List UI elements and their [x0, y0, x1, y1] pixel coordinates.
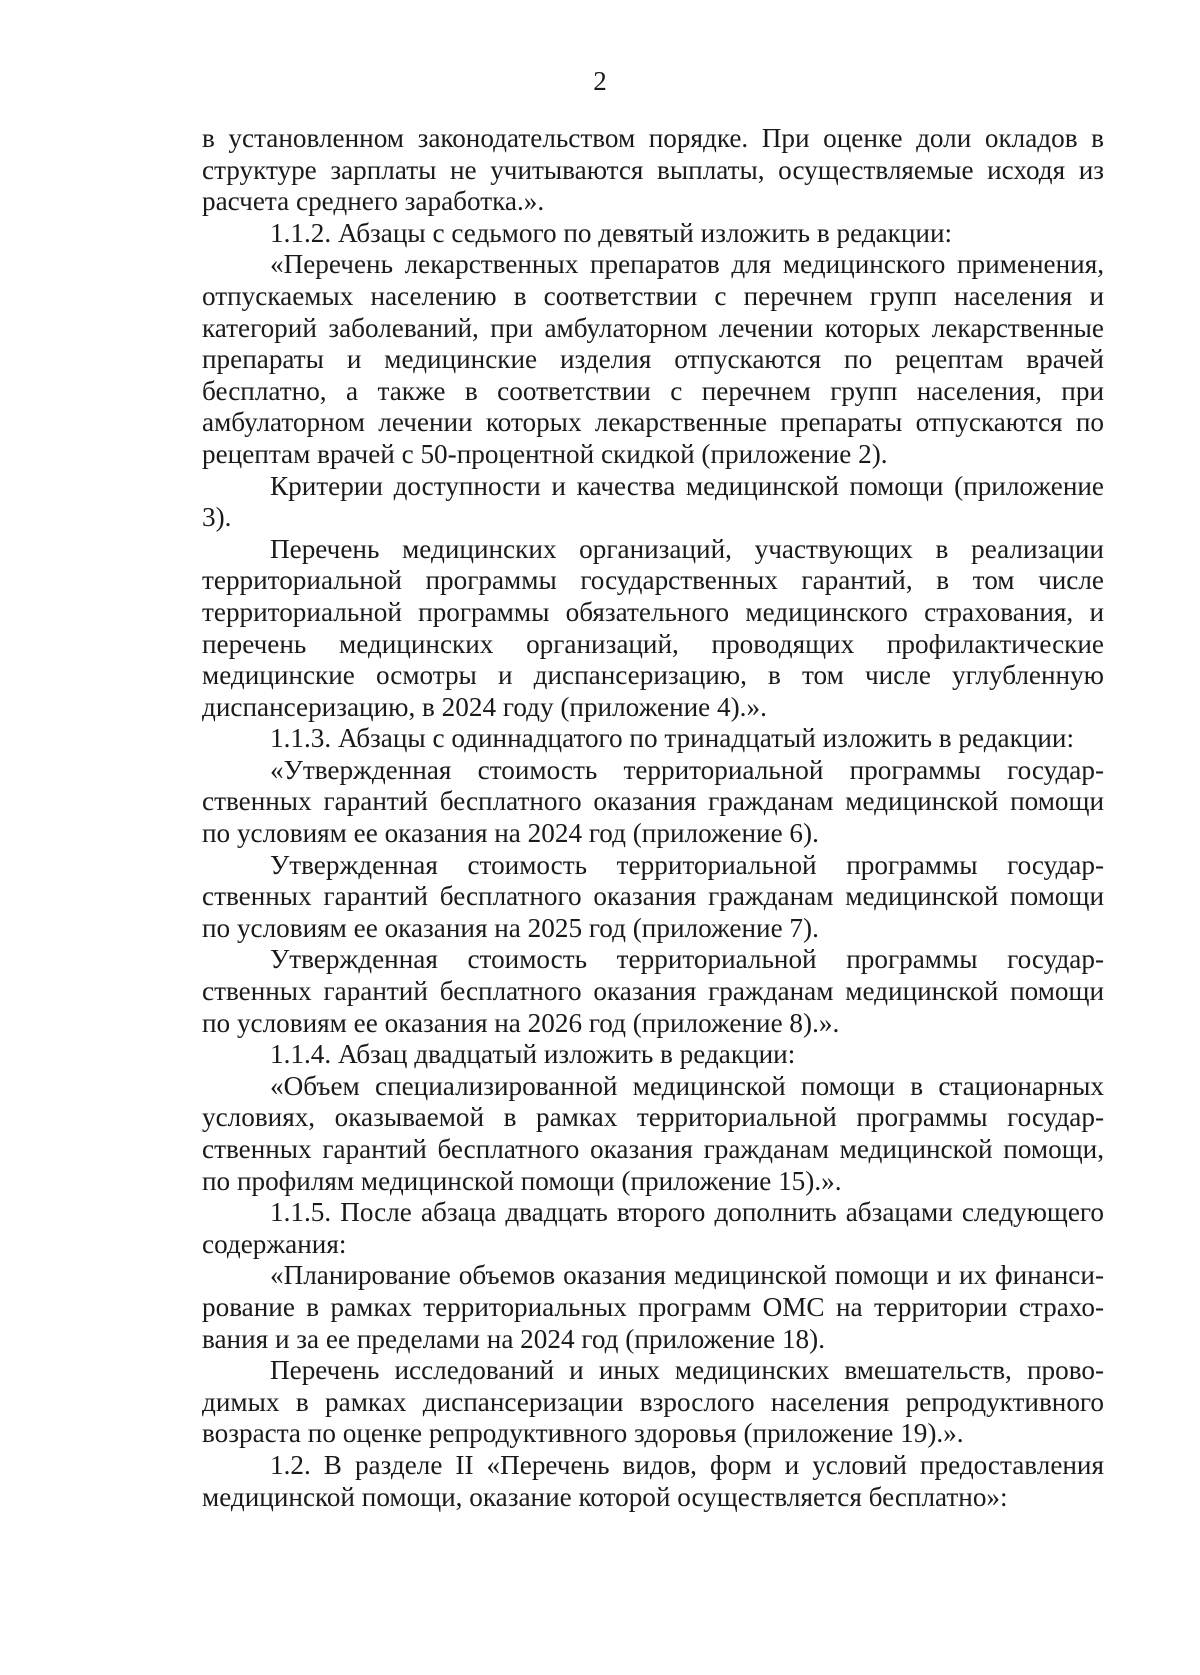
- paragraph-planning: «Планирование объемов оказания медицинской помощи и их финансирование в рамках территориальных программ ОМС на территории страхования и за ее пределами на 2024 год (приложение 18).: [202, 1260, 1104, 1354]
- paragraph-cost-2025: Утвержденная стоимость территориальной программы государственных гарантий бесплатного оказания гражданам медицинской помощи по условиям ее оказания на 2025 год (приложение 7).: [202, 849, 1104, 943]
- paragraph-clause-1-2: 1.2. В разделе II «Перечень видов, форм и условий предоставления медицинской помощи, оказание которой осуществляется бесплатно»:: [202, 1449, 1104, 1512]
- paragraph-clause-1-1-4: 1.1.4. Абзац двадцатый изложить в редакции:: [270, 1039, 796, 1070]
- paragraph-research-list: Перечень исследований и иных медицинских вмешательств, проводимых в рамках диспансеризации взрослого населения репродуктивного возраста по оценке репродуктивного здоровья (приложение 19).».: [202, 1355, 1104, 1449]
- paragraph-clause-1-1-2: 1.1.2. Абзацы с седьмого по девятый изложить в редакции:: [270, 217, 953, 248]
- document-body: [202, 123, 1104, 1513]
- paragraph-medicines-list: «Перечень лекарственных препаратов для медицинского применения, отпускаемых населению в соответствии с перечнем групп населения и категорий заболеваний, при амбулаторном лечении которых лекарственные препараты и медицинские изделия отпускаются по рецептам врачей бесплатно, а также в соответствии с перечнем групп населения, при амбулаторном лечении которых лекарственные препараты отпускаются по рецептам врачей с 50-процентной скидкой (приложение 2).: [202, 249, 1104, 469]
- paragraph-clause-1-1-3: 1.1.3. Абзацы с одиннадцатого по тринадцатый изложить в редакции:: [270, 723, 1075, 754]
- paragraph-cost-2024: «Утвержденная стоимость территориальной программы государственных гарантий бесплатного оказания гражданам медицинской помощи по условиям ее оказания на 2024 год (приложение 6).: [202, 754, 1104, 849]
- paragraph-specialized-care: «Объем специализированной медицинской помощи в стационарных условиях, оказываемой в рамках территориальной программы государственных гарантий бесплатного оказания гражданам медицинской помощи, по профилям медицинской помощи (приложение 15).».: [202, 1070, 1104, 1196]
- paragraph-cost-2026: Утвержденная стоимость территориальной программы государственных гарантий бесплатного оказания гражданам медицинской помощи по условиям ее оказания на 2026 год (приложение 8).».: [202, 944, 1104, 1038]
- paragraph-criteria: Критерии доступности и качества медицинской помощи (приложение 3).: [202, 470, 1104, 533]
- paragraph-clause-1-1-5: 1.1.5. После абзаца двадцать второго дополнить абзацами следующего содержания:: [202, 1197, 1104, 1259]
- page-number: 2: [593, 66, 607, 96]
- paragraph-organizations-list: Перечень медицинских организаций, участвующих в реализации территориальной программы государственных гарантий, в том числе территориальной программы обязательного медицинского страхования, и перечень медицинских организаций, проводящих профилактические медицинские осмотры и диспансеризацию, в том числе углубленную диспансеризацию, в 2024 году (приложение 4).».: [202, 533, 1104, 722]
- paragraph-continuation: в установленном законодательством порядке. При оценке доли окладов в структуре зарплаты не учитываются выплаты, осуществляемые исходя из расчета среднего заработка.».: [202, 123, 1104, 217]
